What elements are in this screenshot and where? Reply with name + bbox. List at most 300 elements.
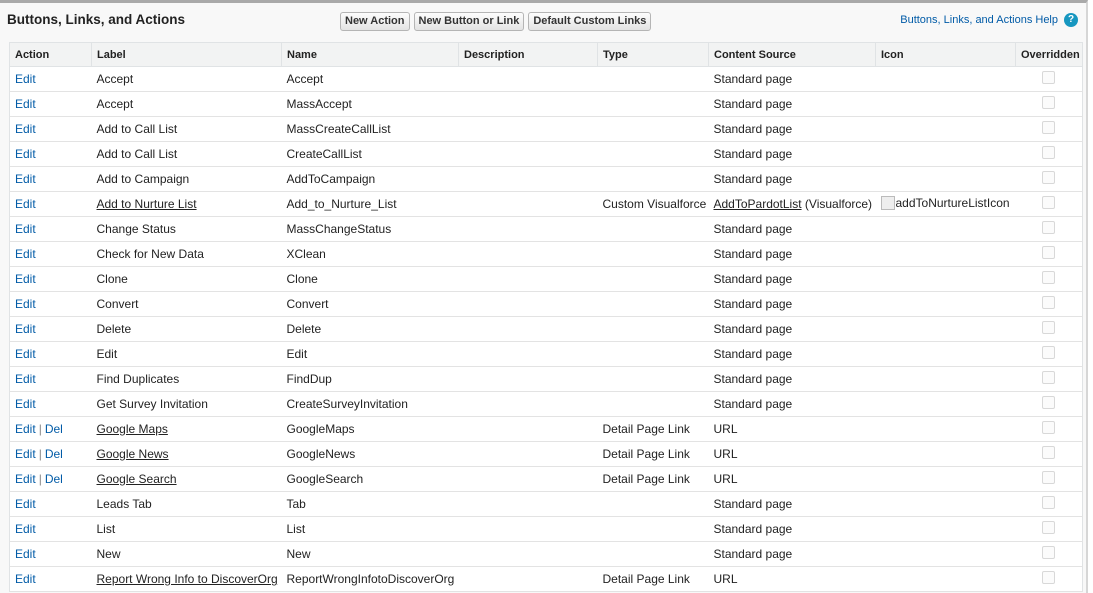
label-cell (92, 342, 282, 367)
edit-link[interactable]: Edit (15, 347, 36, 361)
icon-cell (876, 292, 1016, 317)
overridden-checkbox[interactable] (1042, 371, 1055, 384)
edit-link[interactable]: Edit (15, 272, 36, 286)
content-source-text: Standard page (713, 122, 793, 136)
edit-link[interactable]: Edit (15, 522, 36, 536)
description-cell (459, 567, 598, 592)
overridden-cell (1016, 142, 1083, 167)
overridden-cell (1016, 342, 1083, 367)
content-source-text: URL (713, 572, 738, 586)
table-row (10, 492, 1083, 517)
edit-link[interactable]: Edit (15, 222, 36, 236)
content-source-text: Standard page (713, 97, 793, 111)
table-row (10, 267, 1083, 292)
action-separator: | (38, 422, 42, 436)
overridden-cell (1016, 542, 1083, 567)
type-cell (598, 367, 709, 392)
content-source-cell (709, 292, 876, 317)
overridden-cell (1016, 92, 1083, 117)
column-header-content-source[interactable]: Content Source (709, 43, 876, 67)
icon-cell (876, 417, 1016, 442)
table-row (10, 292, 1083, 317)
type-cell (598, 517, 709, 542)
broken-image-icon (881, 196, 1010, 210)
overridden-checkbox[interactable] (1042, 471, 1055, 484)
overridden-checkbox[interactable] (1042, 221, 1055, 234)
label-link[interactable]: Google News (96, 447, 169, 461)
label-text: List (96, 522, 116, 536)
edit-link[interactable]: Edit (15, 372, 36, 386)
content-source-text: Standard page (713, 522, 793, 536)
type-cell: Detail Page Link (598, 567, 709, 592)
content-source-text: Standard page (713, 247, 793, 261)
content-source-text: Standard page (713, 222, 793, 236)
action-cell (10, 167, 92, 192)
edit-link[interactable]: Edit (15, 472, 36, 486)
content-source-text: URL (713, 447, 738, 461)
description-cell (459, 342, 598, 367)
type-cell (598, 242, 709, 267)
page-title: Buttons, Links, and Actions (7, 12, 186, 27)
name-cell: GoogleSearch (282, 467, 459, 492)
description-cell (459, 392, 598, 417)
overridden-checkbox[interactable] (1042, 421, 1055, 434)
action-cell (10, 492, 92, 517)
edit-link[interactable]: Edit (15, 397, 36, 411)
content-source-text: Standard page (713, 172, 793, 186)
column-header-icon[interactable]: Icon (876, 43, 1016, 67)
label-text: New (96, 547, 121, 561)
label-text: Delete (96, 322, 132, 336)
edit-link[interactable]: Edit (15, 547, 36, 561)
label-text: Add to Campaign (96, 172, 190, 186)
content-source-cell (709, 367, 876, 392)
action-cell (10, 442, 92, 467)
description-cell (459, 142, 598, 167)
icon-cell (876, 542, 1016, 567)
type-cell (598, 167, 709, 192)
overridden-checkbox[interactable] (1042, 71, 1055, 84)
icon-cell (876, 492, 1016, 517)
content-source-text: Standard page (713, 497, 793, 511)
label-text: Leads Tab (96, 497, 152, 511)
description-cell (459, 192, 598, 217)
overridden-cell (1016, 217, 1083, 242)
type-cell (598, 267, 709, 292)
action-cell (10, 117, 92, 142)
description-cell (459, 517, 598, 542)
content-source-cell (709, 192, 876, 217)
name-cell: Convert (282, 292, 459, 317)
content-source-cell (709, 492, 876, 517)
column-header-type[interactable]: Type (598, 43, 709, 67)
name-cell: MassAccept (282, 92, 459, 117)
table-row (10, 117, 1083, 142)
description-cell (459, 217, 598, 242)
label-cell (92, 117, 282, 142)
action-cell (10, 317, 92, 342)
label-text: Accept (96, 97, 134, 111)
overridden-checkbox[interactable] (1042, 121, 1055, 134)
content-source-link[interactable]: AddToPardotList (713, 197, 802, 211)
action-cell (10, 292, 92, 317)
overridden-cell (1016, 442, 1083, 467)
name-cell: ReportWrongInfotoDiscoverOrg (282, 567, 459, 592)
table-row (10, 417, 1083, 442)
action-cell (10, 92, 92, 117)
label-cell (92, 317, 282, 342)
action-cell (10, 542, 92, 567)
toolbar (340, 12, 651, 31)
label-text: Get Survey Invitation (96, 397, 208, 411)
edit-link[interactable]: Edit (15, 572, 36, 586)
action-cell (10, 242, 92, 267)
label-cell (92, 442, 282, 467)
overridden-checkbox[interactable] (1042, 321, 1055, 334)
new-button-or-link-button[interactable]: New Button or Link (414, 12, 525, 31)
type-cell (598, 292, 709, 317)
overridden-checkbox[interactable] (1042, 146, 1055, 159)
content-source-cell (709, 442, 876, 467)
icon-cell (876, 467, 1016, 492)
label-cell (92, 517, 282, 542)
name-cell: Accept (282, 67, 459, 92)
type-cell: Detail Page Link (598, 417, 709, 442)
content-source-cell (709, 567, 876, 592)
description-cell (459, 267, 598, 292)
type-cell (598, 92, 709, 117)
type-cell: Custom Visualforce (598, 192, 709, 217)
label-cell (92, 217, 282, 242)
edit-link[interactable]: Edit (15, 97, 36, 111)
overridden-cell (1016, 292, 1083, 317)
overridden-cell (1016, 467, 1083, 492)
table-header-row (10, 43, 1083, 67)
overridden-checkbox[interactable] (1042, 171, 1055, 184)
description-cell (459, 167, 598, 192)
name-cell: Add_to_Nurture_List (282, 192, 459, 217)
edit-link[interactable]: Edit (15, 172, 36, 186)
table-row (10, 367, 1083, 392)
table-row (10, 567, 1083, 592)
label-text: Check for New Data (96, 247, 204, 261)
overridden-checkbox[interactable] (1042, 571, 1055, 584)
overridden-checkbox[interactable] (1042, 546, 1055, 559)
label-text: Change Status (96, 222, 176, 236)
overridden-checkbox[interactable] (1042, 446, 1055, 459)
action-separator: | (38, 472, 42, 486)
table-row (10, 517, 1083, 542)
table-row (10, 67, 1083, 92)
content-source-text: Standard page (713, 372, 793, 386)
label-cell (92, 292, 282, 317)
overridden-checkbox[interactable] (1042, 496, 1055, 509)
label-cell (92, 92, 282, 117)
action-cell (10, 67, 92, 92)
help-area (900, 13, 1078, 27)
content-source-cell (709, 467, 876, 492)
table-row (10, 192, 1083, 217)
content-source-cell (709, 242, 876, 267)
new-action-button[interactable]: New Action (340, 12, 410, 31)
content-source-text: Standard page (713, 72, 793, 86)
content-source-text: URL (713, 422, 738, 436)
table-row (10, 542, 1083, 567)
panel-header (0, 3, 1086, 39)
help-icon[interactable]: ? (1064, 13, 1078, 27)
overridden-cell (1016, 367, 1083, 392)
action-cell (10, 467, 92, 492)
content-source-text: Standard page (713, 297, 793, 311)
table-row (10, 442, 1083, 467)
content-source-text: Standard page (713, 322, 793, 336)
overridden-cell (1016, 392, 1083, 417)
overridden-checkbox[interactable] (1042, 246, 1055, 259)
icon-cell (876, 567, 1016, 592)
action-cell (10, 267, 92, 292)
table-row (10, 392, 1083, 417)
column-header-name[interactable]: Name (282, 43, 459, 67)
content-source-text: Standard page (713, 347, 793, 361)
table-row (10, 142, 1083, 167)
table-row (10, 217, 1083, 242)
description-cell (459, 367, 598, 392)
label-cell (92, 142, 282, 167)
description-cell (459, 467, 598, 492)
overridden-cell (1016, 192, 1083, 217)
column-header-action[interactable]: Action (10, 43, 92, 67)
icon-cell (876, 517, 1016, 542)
action-cell (10, 417, 92, 442)
edit-link[interactable]: Edit (15, 72, 36, 86)
content-source-cell (709, 217, 876, 242)
description-cell (459, 492, 598, 517)
label-text: Edit (96, 347, 118, 361)
type-cell (598, 217, 709, 242)
overridden-checkbox[interactable] (1042, 396, 1055, 409)
overridden-cell (1016, 417, 1083, 442)
label-cell (92, 392, 282, 417)
name-cell: FindDup (282, 367, 459, 392)
label-link[interactable]: Google Search (96, 472, 177, 486)
description-cell (459, 67, 598, 92)
edit-link[interactable]: Edit (15, 297, 36, 311)
label-cell (92, 367, 282, 392)
description-cell (459, 317, 598, 342)
content-source-cell (709, 342, 876, 367)
type-cell (598, 342, 709, 367)
name-cell: CreateCallList (282, 142, 459, 167)
action-separator: | (38, 447, 42, 461)
action-cell (10, 517, 92, 542)
column-header-label[interactable]: Label (92, 43, 282, 67)
type-cell (598, 492, 709, 517)
content-source-cell (709, 392, 876, 417)
overridden-checkbox[interactable] (1042, 196, 1055, 209)
overridden-cell (1016, 317, 1083, 342)
action-cell (10, 342, 92, 367)
icon-cell (876, 67, 1016, 92)
icon-cell (876, 167, 1016, 192)
content-source-cell (709, 417, 876, 442)
edit-link[interactable]: Edit (15, 422, 36, 436)
label-cell (92, 467, 282, 492)
description-cell (459, 417, 598, 442)
name-cell: Delete (282, 317, 459, 342)
name-cell: List (282, 517, 459, 542)
table-row (10, 342, 1083, 367)
content-source-text: Standard page (713, 547, 793, 561)
name-cell: CreateSurveyInvitation (282, 392, 459, 417)
table-row (10, 467, 1083, 492)
label-cell (92, 417, 282, 442)
icon-cell (876, 367, 1016, 392)
name-cell: Edit (282, 342, 459, 367)
overridden-checkbox[interactable] (1042, 346, 1055, 359)
delete-link[interactable]: Del (44, 422, 63, 436)
table-container (9, 42, 1082, 592)
content-source-cell (709, 267, 876, 292)
name-cell: GoogleMaps (282, 417, 459, 442)
label-text: Find Duplicates (96, 372, 180, 386)
description-cell (459, 442, 598, 467)
type-cell (598, 542, 709, 567)
icon-cell (876, 392, 1016, 417)
label-cell (92, 192, 282, 217)
action-cell (10, 567, 92, 592)
overridden-cell (1016, 242, 1083, 267)
icon-cell (876, 192, 1016, 217)
description-cell (459, 292, 598, 317)
name-cell: Clone (282, 267, 459, 292)
overridden-checkbox[interactable] (1042, 96, 1055, 109)
icon-alt-text: addToNurtureListIcon (895, 195, 1010, 210)
edit-link[interactable]: Edit (15, 197, 36, 211)
content-source-cell (709, 517, 876, 542)
name-cell: MassChangeStatus (282, 217, 459, 242)
icon-cell (876, 317, 1016, 342)
edit-link[interactable]: Edit (15, 497, 36, 511)
icon-cell (876, 217, 1016, 242)
delete-link[interactable]: Del (44, 472, 63, 486)
name-cell: New (282, 542, 459, 567)
label-link[interactable]: Report Wrong Info to DiscoverOrg (96, 572, 278, 586)
table-row (10, 167, 1083, 192)
edit-link[interactable]: Edit (15, 122, 36, 136)
content-source-cell (709, 117, 876, 142)
description-cell (459, 242, 598, 267)
type-cell (598, 392, 709, 417)
column-header-overridden[interactable]: Overridden (1016, 43, 1083, 67)
overridden-cell (1016, 167, 1083, 192)
action-cell (10, 392, 92, 417)
icon-cell (876, 267, 1016, 292)
description-cell (459, 542, 598, 567)
action-cell (10, 192, 92, 217)
action-cell (10, 142, 92, 167)
table-body (10, 67, 1083, 592)
content-source-cell (709, 92, 876, 117)
label-cell (92, 267, 282, 292)
label-text: Add to Call List (96, 122, 178, 136)
help-link[interactable]: Buttons, Links, and Actions Help (900, 14, 1058, 26)
content-source-text: Standard page (713, 272, 793, 286)
icon-cell (876, 117, 1016, 142)
delete-link[interactable]: Del (44, 447, 63, 461)
name-cell: AddToCampaign (282, 167, 459, 192)
buttons-table (9, 42, 1083, 592)
edit-link[interactable]: Edit (15, 447, 36, 461)
overridden-checkbox[interactable] (1042, 521, 1055, 534)
overridden-cell (1016, 492, 1083, 517)
edit-link[interactable]: Edit (15, 147, 36, 161)
overridden-cell (1016, 117, 1083, 142)
type-cell: Detail Page Link (598, 467, 709, 492)
label-cell (92, 567, 282, 592)
overridden-cell (1016, 567, 1083, 592)
edit-link[interactable]: Edit (15, 247, 36, 261)
edit-link[interactable]: Edit (15, 322, 36, 336)
label-text: Add to Call List (96, 147, 178, 161)
type-cell (598, 142, 709, 167)
icon-cell (876, 242, 1016, 267)
column-header-description[interactable]: Description (459, 43, 598, 67)
table-row (10, 92, 1083, 117)
overridden-checkbox[interactable] (1042, 271, 1055, 284)
label-cell (92, 492, 282, 517)
overridden-checkbox[interactable] (1042, 296, 1055, 309)
label-cell (92, 167, 282, 192)
content-source-cell (709, 317, 876, 342)
label-cell (92, 542, 282, 567)
label-link[interactable]: Google Maps (96, 422, 168, 436)
content-source-text: Standard page (713, 147, 793, 161)
content-source-cell (709, 67, 876, 92)
overridden-cell (1016, 67, 1083, 92)
name-cell: Tab (282, 492, 459, 517)
name-cell: MassCreateCallList (282, 117, 459, 142)
overridden-cell (1016, 267, 1083, 292)
action-cell (10, 367, 92, 392)
icon-cell (876, 92, 1016, 117)
type-cell: Detail Page Link (598, 442, 709, 467)
description-cell (459, 92, 598, 117)
icon-cell (876, 142, 1016, 167)
type-cell (598, 67, 709, 92)
name-cell: XClean (282, 242, 459, 267)
content-source-cell (709, 542, 876, 567)
name-cell: GoogleNews (282, 442, 459, 467)
content-source-text: URL (713, 472, 738, 486)
description-cell (459, 117, 598, 142)
content-source-cell (709, 167, 876, 192)
content-source-cell (709, 142, 876, 167)
default-custom-links-button[interactable]: Default Custom Links (528, 12, 651, 31)
label-link[interactable]: Add to Nurture List (96, 197, 197, 211)
label-cell (92, 242, 282, 267)
type-cell (598, 117, 709, 142)
action-cell (10, 217, 92, 242)
label-text: Clone (96, 272, 128, 286)
label-text: Accept (96, 72, 134, 86)
label-cell (92, 67, 282, 92)
content-source-text: (Visualforce) (804, 197, 873, 211)
icon-cell (876, 342, 1016, 367)
overridden-cell (1016, 517, 1083, 542)
content-source-text: Standard page (713, 397, 793, 411)
type-cell (598, 317, 709, 342)
table-row (10, 317, 1083, 342)
